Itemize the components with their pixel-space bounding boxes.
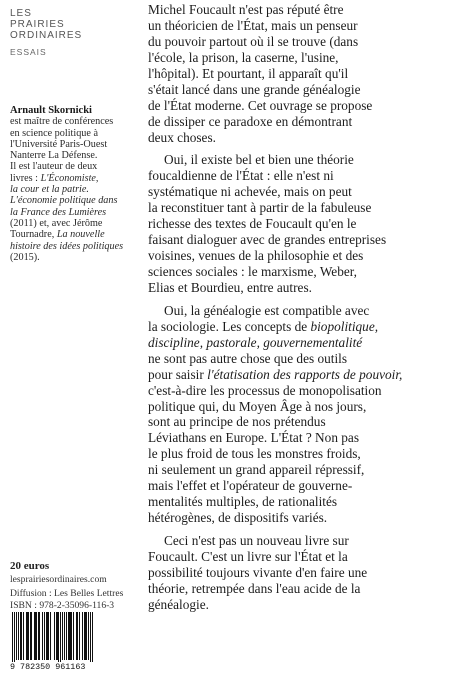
- barcode-bar: [14, 612, 15, 664]
- text-line: de dissiper ce paradoxe en démontrant: [148, 113, 353, 129]
- book-title: La nouvelle: [56, 229, 105, 241]
- barcode-bar: [66, 612, 67, 660]
- publisher-line: LES: [10, 8, 32, 19]
- barcode-bar: [73, 612, 74, 660]
- text-line: Léviathans en Europe. L'État ? Non pas: [148, 430, 360, 446]
- barcode-bar: [64, 612, 65, 660]
- text-line: Michel Foucault n'est pas réputé être: [148, 2, 344, 17]
- barcode-bar: [70, 612, 72, 660]
- barcode-bar: [44, 612, 45, 660]
- italic-term: l'étatisation des rapports de pouvoir,: [207, 366, 403, 382]
- barcode-bar: [26, 612, 29, 660]
- text-line: l'école, la prison, la caserne, l'usine,: [148, 49, 339, 65]
- barcode-bar: [38, 612, 40, 660]
- text-line: politique qui, du Moyen Âge à nos jours,: [148, 398, 367, 414]
- bio-text: Tournadre,: [10, 229, 57, 241]
- text-line: hétérogènes, de dispositifs variés.: [148, 510, 328, 526]
- barcode: [10, 612, 118, 674]
- collection-name: ESSAIS: [10, 47, 47, 57]
- text-line: systématique ni achevée, mais on peut: [148, 184, 352, 200]
- text-line: Foucault. C'est un livre sur l'État et la: [148, 548, 348, 564]
- bio-line: [10, 195, 140, 206]
- italic-term: discipline, pastorale, gouvernementalité: [148, 334, 363, 350]
- text-line: mais l'effet et l'opérateur de gouverne-: [148, 478, 353, 494]
- text-line: généalogie.: [148, 596, 209, 612]
- book-title: histoire des idées politiques: [10, 240, 124, 252]
- text-line: deux choses.: [148, 129, 216, 145]
- barcode-number: 9 782350 961163: [10, 662, 118, 672]
- barcode-bar: [46, 612, 49, 660]
- text-line: [148, 319, 444, 335]
- barcode-bar: [42, 612, 43, 660]
- italic-term: biopolitique,: [310, 318, 379, 334]
- isbn: ISBN : 978-2-35096-116-3: [10, 600, 115, 611]
- text-line: la reconstituer tant à partir de la fabuleuse: [148, 200, 372, 216]
- text-line: [148, 335, 444, 351]
- text-line: sciences sociales : le marxisme, Weber,: [148, 264, 357, 279]
- publisher-website: lesprairiesordinaires.com: [10, 574, 107, 585]
- barcode-bar: [60, 612, 61, 664]
- bio-line: est maître de conférences: [10, 116, 114, 128]
- barcode-bar: [16, 612, 17, 660]
- bio-line: en science politique à: [10, 127, 98, 139]
- barcode-bar: [86, 612, 87, 660]
- book-title: la cour et la patrie.: [10, 184, 89, 196]
- text-line: Oui, la généalogie est compatible avec: [164, 302, 370, 318]
- barcode-bar: [79, 612, 80, 660]
- paragraph-3: [148, 303, 444, 526]
- bio-line: l'Université Paris-Ouest: [10, 138, 108, 150]
- barcode-bar: [23, 612, 24, 660]
- barcode-bar: [84, 612, 86, 660]
- book-title: L'Économiste,: [40, 172, 99, 184]
- barcode-bar: [90, 612, 91, 664]
- text-line: c'est-à-dire les processus de monopolisation: [148, 382, 382, 398]
- text-line: du pouvoir partout où il se trouve (dans: [148, 33, 359, 49]
- bio-line: [10, 184, 140, 195]
- text-run: pour saisir: [148, 366, 208, 382]
- text-line: ni seulement un grand appareil répressif,: [148, 462, 365, 478]
- paragraph-2: [148, 152, 444, 295]
- text-line: un théoricien de l'État, mais un penseur: [148, 17, 358, 33]
- bio-line: (2011) et, avec Jérôme: [10, 217, 103, 229]
- barcode-bar: [30, 612, 32, 660]
- book-title: la France des Lumières: [10, 206, 107, 218]
- text-line: richesse des textes de Foucault qu'en le: [148, 216, 357, 232]
- text-line: Ceci n'est pas un nouveau livre sur: [164, 533, 349, 548]
- publisher-line: ORDINAIRES: [10, 30, 83, 41]
- bio-line: [10, 241, 140, 252]
- barcode-bar: [62, 612, 63, 660]
- price: 20 euros: [10, 560, 50, 572]
- text-line: foucaldienne de l'État : elle n'est ni: [148, 168, 334, 184]
- distribution: Diffusion : Les Belles Lettres: [10, 588, 124, 599]
- publisher-logo: [10, 8, 82, 41]
- author-name: Arnault Skornicki: [10, 105, 92, 116]
- text-line: le plus froid de tous les monstres froids,: [148, 446, 361, 462]
- barcode-bar: [58, 612, 59, 664]
- barcode-bar: [18, 612, 19, 660]
- text-line: possibilité toujours vivante d'en faire une: [148, 564, 368, 580]
- text-line: s'était lancé dans une grande généalogie: [148, 81, 361, 97]
- back-cover-text: [148, 2, 444, 613]
- barcode-bar: [34, 612, 37, 660]
- bio-line: Il est l'auteur de deux: [10, 161, 98, 173]
- text-line: mentalités multiples, de rationalités: [148, 494, 338, 510]
- barcode-bar: [88, 612, 89, 660]
- text-line: faisant dialoguer avec de grandes entreprises: [148, 232, 387, 248]
- barcode-bar: [20, 612, 22, 660]
- text-line: de l'État moderne. Cet ouvrage se propose: [148, 97, 373, 113]
- paragraph-4: [148, 533, 444, 613]
- text-line: théorie, retrempée dans l'eau acide de la: [148, 580, 361, 596]
- barcode-bar: [54, 612, 55, 660]
- author-bio: [10, 105, 140, 263]
- text-line: Elias et Bourdieu, entre autres.: [148, 279, 312, 295]
- bio-line: [10, 229, 140, 240]
- text-line: l'hôpital). Et pourtant, il apparaît qu'il: [148, 65, 349, 81]
- barcode-bar: [76, 612, 78, 660]
- barcode-bar: [56, 612, 58, 660]
- bio-line: (2015).: [10, 251, 40, 263]
- text-line: voisines, venues de la philosophie et des: [148, 248, 364, 264]
- barcode-bar: [92, 612, 93, 664]
- bio-text: livres :: [10, 172, 41, 184]
- book-title: L'économie politique dans: [10, 195, 118, 207]
- text-line: sont au principe de nos prétendus: [148, 414, 326, 430]
- text-line: ne sont pas autre chose que des outils: [148, 350, 348, 366]
- bio-line: Nanterre La Défense.: [10, 150, 98, 162]
- text-line: [148, 367, 444, 383]
- publisher-line: PRAIRIES: [10, 19, 65, 30]
- paragraph-3-rest: [148, 383, 444, 526]
- text-run: la sociologie. Les concepts de: [148, 318, 311, 334]
- paragraph-1: [148, 2, 444, 145]
- barcode-bars: [10, 612, 118, 664]
- barcode-bar: [12, 612, 13, 664]
- barcode-bar: [82, 612, 83, 660]
- bio-line: [10, 173, 140, 184]
- text-line: Oui, il existe bel et bien une théorie: [164, 152, 354, 168]
- bio-line: [10, 207, 140, 218]
- barcode-bar: [68, 612, 70, 660]
- barcode-bar: [50, 612, 51, 660]
